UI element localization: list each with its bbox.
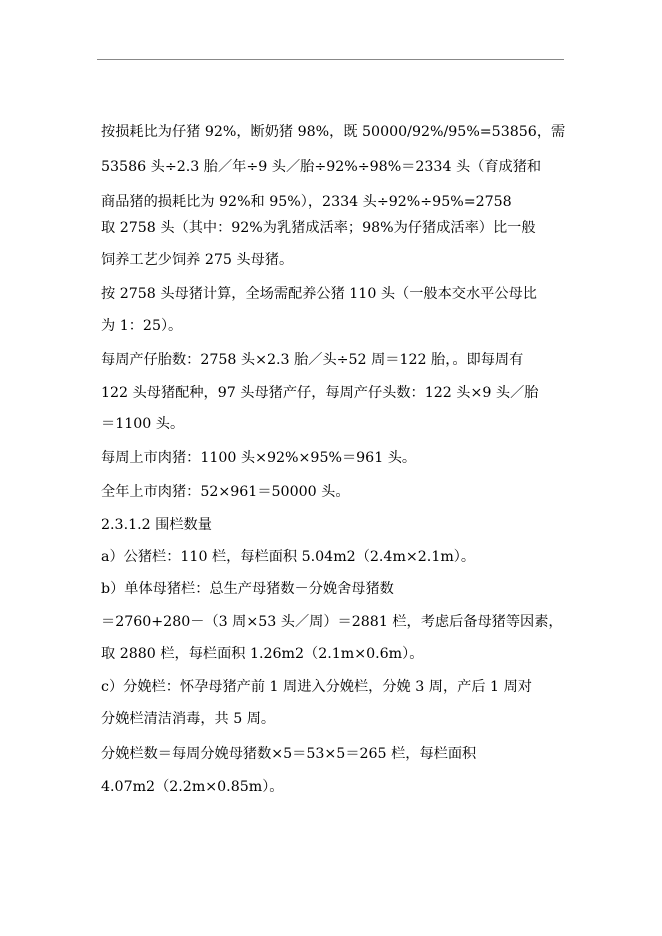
text-line-7: 为 1：25）。 xyxy=(101,318,183,334)
text-line-8: 每周产仔胎数：2758 头×2.3 胎／头÷52 周＝122 胎，。即每周有 xyxy=(101,352,524,368)
text-line-9: 122 头母猪配种，97 头母猪产仔，每周产仔头数：122 头×9 头／胎 xyxy=(101,385,539,401)
text-line-14: a）公猪栏：110 栏，每栏面积 5.04m2（2.4m×2.1m）。 xyxy=(101,549,476,565)
text-line-6: 按 2758 头母猪计算，全场需配养公猪 110 头（一般本交水平公母比 xyxy=(101,286,537,302)
text-line-19: 分娩栏清洁消毒，共 5 周。 xyxy=(101,711,276,727)
text-line-11: 每周上市肉猪：1100 头×92%×95%＝961 头。 xyxy=(101,450,417,466)
document-body xyxy=(101,120,571,799)
text-line-20: 分娩栏数＝每周分娩母猪数×5＝53×5＝265 栏，每栏面积 xyxy=(101,746,477,762)
text-line-10: ＝1100 头。 xyxy=(101,416,185,432)
text-line-3: 商品猪的损耗比为 92%和 95%），2334 头÷92%÷95%=2758 xyxy=(101,194,512,210)
section-heading: 2.3.1.2 围栏数量 xyxy=(101,517,212,533)
text-line-2: 53586 头÷2.3 胎／年÷9 头／胎÷92%÷98%＝2334 头（育成猪和 xyxy=(101,159,542,175)
text-line-12: 全年上市肉猪：52×961＝50000 头。 xyxy=(101,484,350,500)
text-line-16: ＝2760+280－（3 周×53 头／周）＝2881 栏，考虑后备母猪等因素， xyxy=(101,614,563,630)
text-line-5: 饲养工艺少饲养 275 头母猪。 xyxy=(101,252,294,268)
text-line-4: 取 2758 头（其中：92%为乳猪成活率；98%为仔猪成活率）比一般 xyxy=(101,220,536,236)
text-line-21: 4.07m2（2.2m×0.85m）。 xyxy=(101,779,284,795)
text-line-15: b）单体母猪栏：总生产母猪数－分娩舍母猪数 xyxy=(101,581,394,597)
text-line-18: c）分娩栏：怀孕母猪产前 1 周进入分娩栏，分娩 3 周，产后 1 周对 xyxy=(101,679,532,695)
header-rule xyxy=(97,59,564,60)
text-line-1: 按损耗比为仔猪 92%，断奶猪 98%，既 50000/92%/95%=53856，需 xyxy=(101,124,566,140)
text-line-17: 取 2880 栏，每栏面积 1.26m2（2.1m×0.6m）。 xyxy=(101,646,424,662)
